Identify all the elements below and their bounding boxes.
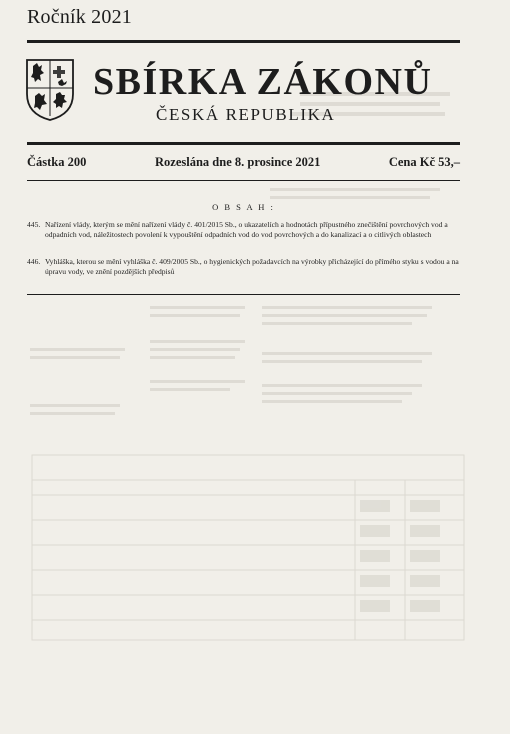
masthead-rule bbox=[27, 142, 460, 145]
contents-entry bbox=[27, 257, 460, 279]
page-title: SBÍRKA ZÁKONŮ bbox=[93, 61, 433, 103]
country-subtitle: ČESKÁ REPUBLIKA bbox=[156, 105, 336, 124]
issue-price: Cena Kč 53,– bbox=[388, 155, 460, 169]
entry-text: Nařízení vlády, kterým se mění nařízení vlády č. 401/2015 Sb., o ukazatelích a hodnotách přípustného znečištění povrchových vod a odpadních vod, náležitostech povolení k vypouštění odpadních vod do vod povrchových a do kanalizací a o citlivých oblastech bbox=[45, 220, 448, 239]
contents-bottom-rule bbox=[27, 294, 460, 295]
issue-rule bbox=[27, 180, 460, 181]
volume-label: Ročník 2021 bbox=[27, 6, 132, 28]
issue-info-row bbox=[27, 155, 460, 175]
entry-number: 446. bbox=[27, 257, 41, 266]
contents-entry bbox=[27, 220, 460, 252]
issue-part: Částka 200 bbox=[27, 155, 87, 169]
entry-text: Vyhláška, kterou se mění vyhláška č. 409/2005 Sb., o hygienických požadavcích na výrobky přicházející do přímého styku s vodou a na úpravu vody, ve znění pozdějších předpisů bbox=[45, 257, 459, 276]
distribution-date: Rozeslána dne 8. prosince 2021 bbox=[155, 155, 321, 169]
state-emblem-icon bbox=[25, 58, 75, 122]
top-rule bbox=[27, 40, 460, 43]
entry-number: 445. bbox=[27, 220, 41, 229]
contents-heading: O B S A H : bbox=[212, 202, 275, 212]
